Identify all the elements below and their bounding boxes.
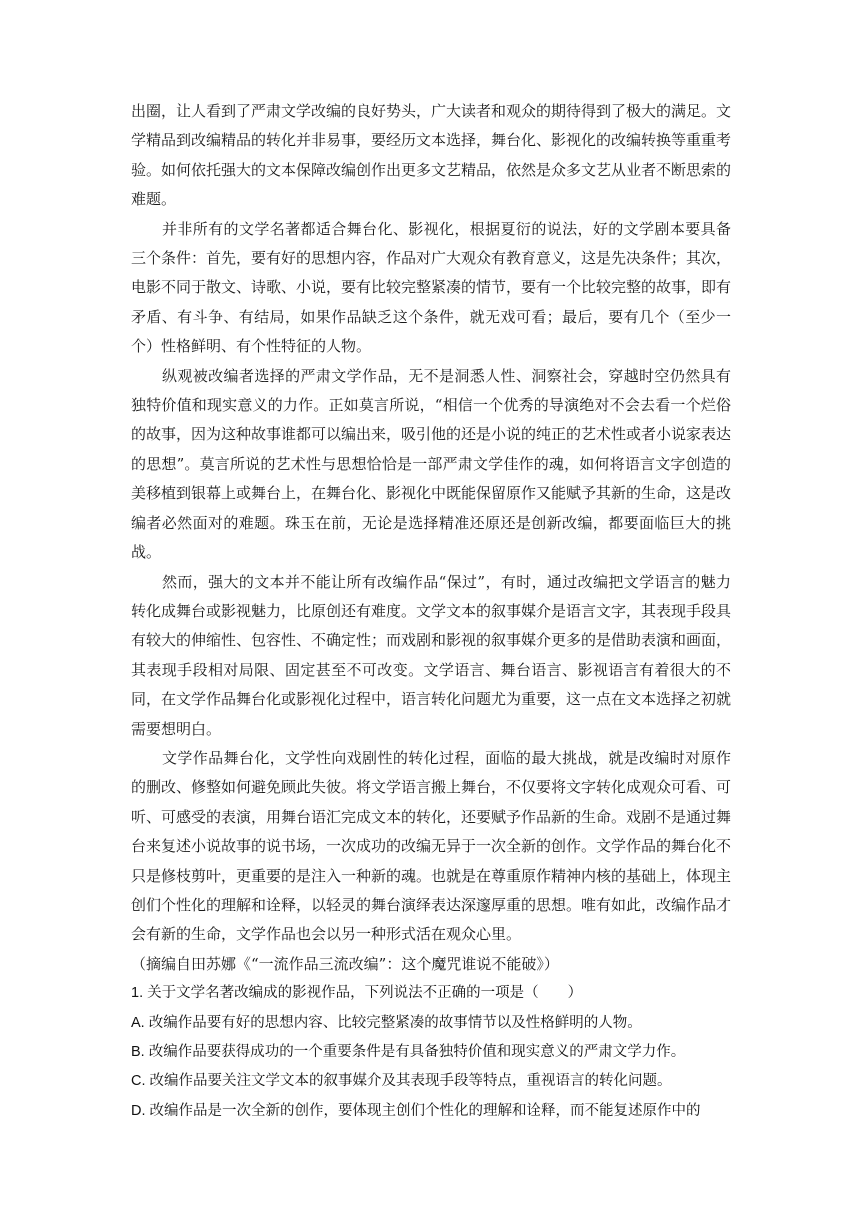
source-citation: （摘编自田苏娜《“一流作品三流改编”：这个魔咒谁说不能破》） — [131, 954, 559, 973]
paragraph-5: 文学作品舞台化，文学性向戏剧性的转化过程，面临的最大挑战，就是改编时对原作的删改、修整如何避免顾此失彼。将文学语言搬上舞台，不仅要将文字转化成观众可看、可听、可感受的表演，用舞台语汇完成文本的转化，还要赋予作品新的生命。戏剧不是通过舞台来复述小说故事的说书场，一次成功的改编无异于一次全新的创作。文学作品的舞台化不只是修枝剪叶，更重要的是注入一种新的魂。也就是在尊重原作精神内核的基础上，体现主创们个性化的理解和诠释，以轻灵的舞台演绎表达深邃厚重的思想。唯有如此，改编作品才会有新的生命，文学作品也会以另一种形式活在观众心里。 — [131, 748, 732, 944]
option-c[interactable]: C. 改编作品要关注文学文本的叙事媒介及其表现手段等特点，重视语言的转化问题。 — [131, 1073, 672, 1090]
option-d[interactable]: D. 改编作品是一次全新的创作，要体现主创们个性化的理解和诠释，而不能复述原作中的 — [131, 1102, 701, 1119]
paragraph-2: 并非所有的文学名著都适合舞台化、影视化，根据夏衍的说法，好的文学剧本要具备三个条件：首先，要有好的思想内容，作品对广大观众有教育意义，这是先决条件；其次，电影不同于散文、诗歌、小说，要有比较完整紧凑的情节，要有一个比较完整的故事，即有矛盾、有斗争、有结局，如果作品缺乏这个条件，就无戏可看；最后，要有几个（至少一个）性格鲜明、有个性特征的人物。 — [131, 219, 732, 356]
question-block — [131, 979, 731, 1126]
paragraph-3: 纵观被改编者选择的严肃文学作品，无不是洞悉人性、洞察社会，穿越时空仍然具有独特价值和现实意义的力作。正如莫言所说，“相信一个优秀的导演绝对不会去看一个烂俗的故事，因为这种故事谁都可以编出来，吸引他的还是小说的纯正的艺术性或者小说家表达的思想”。莫言所说的艺术性与思想恰恰是一部严肃文学佳作的魂，如何将语言文字创造的美移植到银幕上或舞台上，在舞台化、影视化中既能保留原作又能赋予其新的生命，这是改编者必然面对的难题。珠玉在前，无论是选择精准还原还是创新改编，都要面临巨大的挑战。 — [131, 366, 732, 562]
question-stem: 1. 关于文学名著改编成的影视作品，下列说法不正确的一项是（ ） — [131, 985, 583, 1002]
option-b[interactable]: B. 改编作品要获得成功的一个重要条件是有具备独特价值和现实意义的严肃文学力作。 — [131, 1044, 686, 1060]
article-body — [131, 97, 731, 1126]
option-a[interactable]: A. 改编作品要有好的思想内容、比较完整紧凑的故事情节以及性格鲜明的人物。 — [131, 1014, 642, 1031]
paragraph-4: 然而，强大的文本并不能让所有改编作品“保过”，有时，通过改编把文学语言的魅力转化成舞台或影视魅力，比原创还有难度。文学文本的叙事媒介是语言文字，其表现手段具有较大的伸缩性、包容性、不确定性；而戏剧和影视的叙事媒介更多的是借助表演和画面，其表现手段相对局限、固定甚至不可改变。文学语言、舞台语言、影视语言有着很大的不同，在文学作品舞台化或影视化过程中，语言转化问题尤为重要，这一点在文本选择之初就需要想明白。 — [131, 572, 732, 738]
paragraph-1: 出圈，让人看到了严肃文学改编的良好势头，广大读者和观众的期待得到了极大的满足。文学精品到改编精品的转化并非易事，要经历文本选择，舞台化、影视化的改编转换等重重考验。如何依托强大的文本保障改编创作出更多文艺精品，依然是众多文艺从业者不断思索的难题。 — [131, 102, 732, 209]
